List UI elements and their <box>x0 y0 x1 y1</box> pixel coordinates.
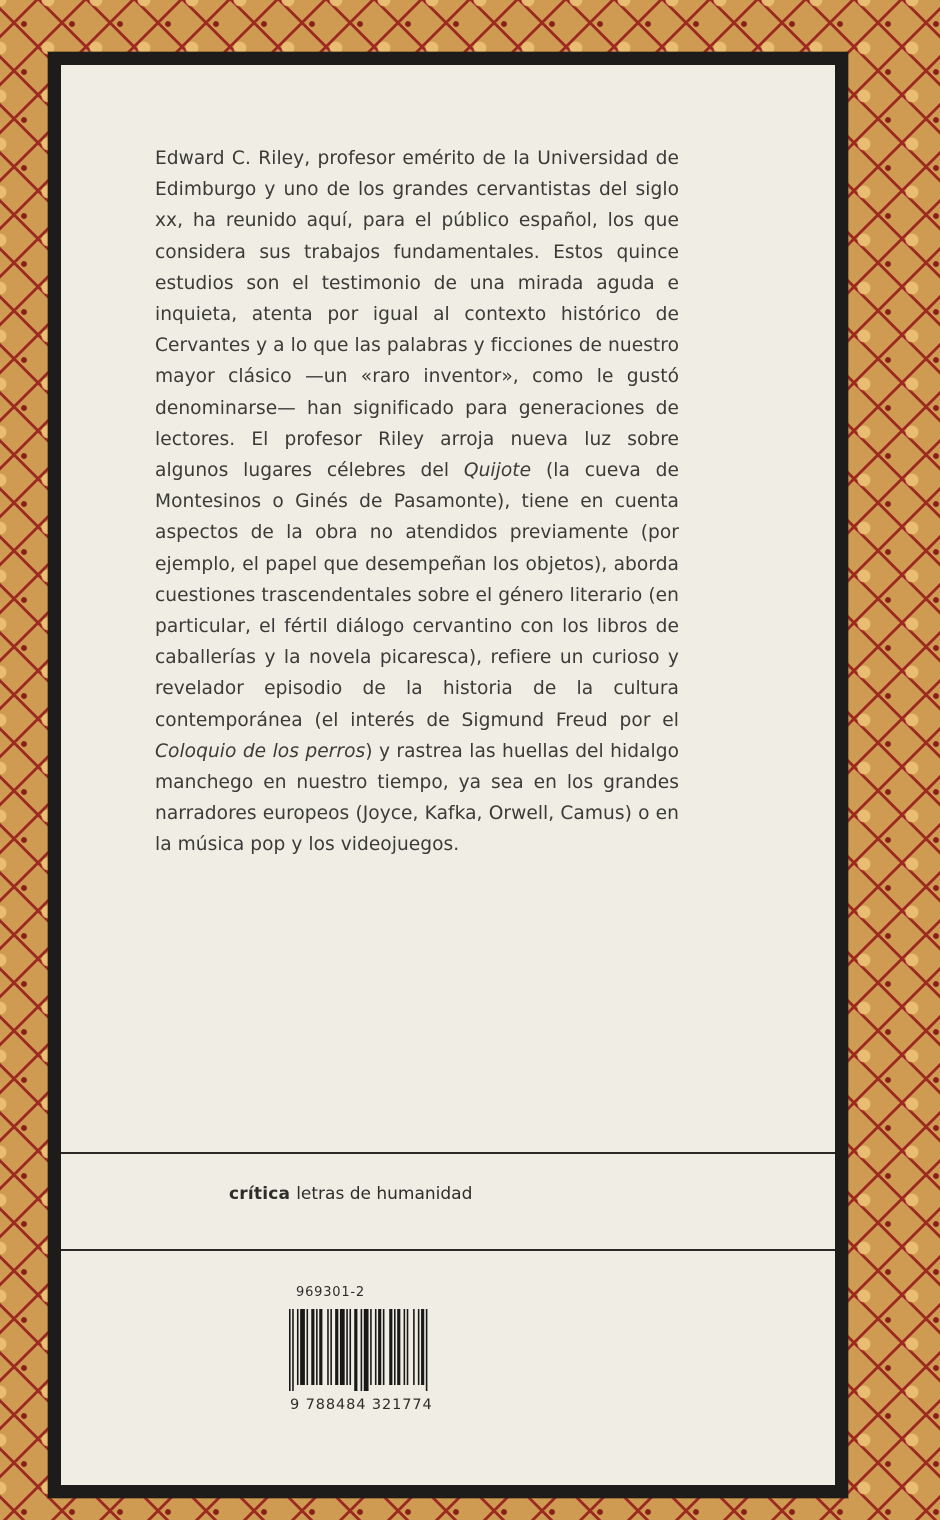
blurb-title-quijote: Quijote <box>463 460 532 482</box>
barcode-stripe <box>346 1309 348 1385</box>
barcode-stripe <box>354 1309 357 1391</box>
back-cover-panel <box>48 52 848 1498</box>
divider-top <box>61 1152 835 1154</box>
barcode-stripe <box>389 1309 392 1385</box>
barcode-stripe <box>397 1309 400 1385</box>
barcode-stripe <box>375 1309 377 1385</box>
barcode-stripe <box>394 1309 396 1385</box>
blurb-text-part-1: Edward C. Riley, profesor emérito de la Universidad de Edimburgo y uno de los grandes cervantistas del siglo xx, ha reunido aquí, para el público español, los que considera sus trabajos fundamentales. Estos quince estudios son el testimonio de una mirada aguda e inquieta, atenta por igual al contexto histórico de Cervantes y a lo que las palabras y ficciones de nuestro mayor clásico —un «raro inventor», como le gustó denominarse— han significado para generaciones de lectores. El profesor Riley arroja nueva luz sobre algunos lugares célebres del <box>155 148 679 482</box>
barcode-stripe <box>426 1309 428 1391</box>
barcode-stripe <box>297 1309 299 1385</box>
barcode-stripe <box>300 1309 305 1385</box>
barcode-stripe <box>407 1309 409 1385</box>
barcode-stripe <box>364 1309 369 1391</box>
barcode-icon <box>289 1309 429 1391</box>
barcode-stripe <box>378 1309 381 1385</box>
barcode-stripe <box>307 1309 309 1385</box>
barcode-stripe <box>330 1309 332 1385</box>
back-cover-blurb <box>155 143 679 861</box>
divider-bottom <box>61 1249 835 1251</box>
publisher-imprint <box>229 1184 472 1204</box>
barcode-stripe <box>349 1309 351 1385</box>
isbn-number: 9 788484 321774 <box>290 1397 433 1413</box>
barcode-stripe <box>413 1309 415 1385</box>
barcode-stripe <box>311 1309 314 1385</box>
barcode-stripe <box>289 1309 291 1391</box>
barcode-stripe <box>340 1309 345 1385</box>
barcode-stripe <box>404 1309 406 1385</box>
collection-series: letras de humanidad <box>296 1184 473 1204</box>
barcode-stripe <box>418 1309 420 1385</box>
blurb-text-part-3: ) y rastrea las huellas del hidalgo manchego en nuestro tiempo, ya sea en los grandes narradores europeos (Joyce, Kafka, Orwell, Camus) o en la música pop y los videojuegos. <box>155 740 679 856</box>
barcode-stripe <box>361 1309 363 1391</box>
publisher-brand: crítica <box>229 1184 291 1204</box>
barcode-stripe <box>370 1309 372 1385</box>
barcode-stripe <box>319 1309 322 1385</box>
blurb-text-part-2: (la cueva de Montesinos o Ginés de Pasamonte), tiene en cuenta aspectos de la obra no atendidos previamente (por ejemplo, el papel que desempeñan los objetos), aborda cuestiones trascendentales sobre el género literario (en particular, el fértil diálogo cervantino con los libros de caballerías y la novela picaresca), refiere un curioso y revelador episodio de la historia de la cultura contemporánea (el interés de Sigmund Freud por el <box>155 460 679 731</box>
barcode-stripe <box>292 1309 294 1391</box>
barcode-stripe <box>421 1309 424 1385</box>
barcode-stripe <box>383 1309 385 1385</box>
barcode-reference-code: 969301-2 <box>296 1285 365 1300</box>
barcode-stripe <box>316 1309 318 1385</box>
barcode-stripe <box>335 1309 338 1385</box>
barcode-stripe <box>327 1309 329 1385</box>
blurb-title-coloquio: Coloquio de los perros <box>155 740 366 762</box>
